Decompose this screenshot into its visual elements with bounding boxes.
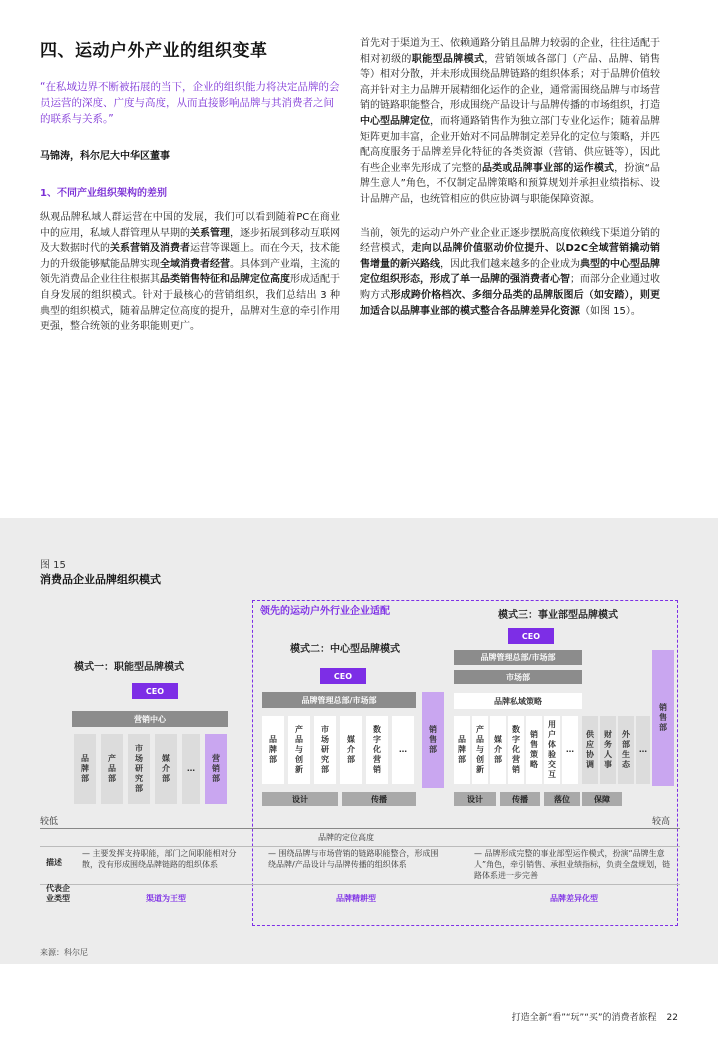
footer-text: 打造全新“看”“玩”“买”的消费者旅程 — [511, 1013, 657, 1023]
mode3-dept-brand: 品牌部 — [454, 716, 470, 784]
mode3-placement: 落位 — [544, 792, 580, 806]
mode2-dept-brand: 品牌部 — [262, 716, 284, 784]
axis-high-label: 较高 — [652, 817, 671, 827]
desc-row-heading: 描述 — [46, 858, 62, 867]
leading-region-label: 领先的运动户外行业企业适配 — [260, 606, 390, 617]
mode3-brand-hq: 品牌管理总部/市场部 — [454, 650, 582, 665]
type-mode2: 品牌精耕型 — [336, 894, 376, 903]
type-row-heading: 代表企业类型 — [46, 884, 70, 903]
mode2-dept-media: 媒介部 — [340, 716, 362, 784]
mode3-dept-digital: 数字化营销 — [508, 716, 524, 784]
mode2-dept-product: 产品与创新 — [288, 716, 310, 784]
desc-mode2: — 围绕品牌与市场营销的链路职能整合，形成围绕品牌/产品设计与品牌传播的组织体系 — [268, 849, 439, 869]
mode3-private-strategy: 品牌私域策略 — [454, 693, 582, 709]
row-divider-1 — [40, 846, 680, 847]
figure-number: 图 15 — [40, 560, 66, 571]
mode1-marketing-center: 营销中心 — [72, 711, 228, 727]
page-footer — [502, 1010, 678, 1023]
mode3-support: 保障 — [582, 792, 622, 806]
mode3-ceo: CEO — [508, 628, 554, 644]
axis-title: 品牌的定位高度 — [318, 833, 374, 842]
figure-source: 来源：科尔尼 — [40, 948, 88, 957]
axis-line — [40, 828, 680, 829]
row-divider-2 — [40, 884, 680, 885]
mode1-dept-brand: 品牌部 — [74, 734, 96, 804]
mode3-title: 模式三：事业部型品牌模式 — [498, 610, 618, 621]
mode3-dept-ux: 用户体验交互 — [544, 716, 560, 784]
mode2-communication: 传播 — [342, 792, 416, 806]
mode1-dept-media: 媒介部 — [155, 734, 177, 804]
mode2-brand-hq: 品牌管理总部/市场部 — [262, 692, 416, 708]
page-number: 22 — [666, 1013, 678, 1023]
quote-author: 马锦涛，科尔尼大中华区董事 — [40, 151, 170, 162]
figure-title: 消费品企业品牌组织模式 — [40, 573, 161, 586]
mode2-ceo: CEO — [320, 668, 366, 684]
mode2-dept-more: … — [392, 716, 414, 784]
left-column — [40, 36, 340, 335]
left-paragraph: 纵观品牌私域人群运营在中国的发展，我们可以看到随着PC在商业中的应用，私域人群管理从早期的关系管理，逐步拓展到移动互联网及大数据时代的关系营销及消费者运营等课题上。而在今天，技术能力的升级能够赋能品牌实现全域消费者经营。具体到产业端，主流的领先消费品企业往往根据其品类销售特征和品牌定位高度形成适配于自身发展的组织模式。针对于最核心的营销组织，我们总结出 3 种典型的组织模式，随着品牌定位高度的提升，品牌对生意的牵引作用更强，整合统领的业务职能则更广。 — [40, 212, 340, 333]
right-column — [360, 36, 660, 319]
mode3-dept-sales-strategy: 销售策略 — [526, 716, 542, 784]
mode3-dept-more2: … — [636, 716, 650, 784]
mode1-dept-marketing: 营销部 — [205, 734, 227, 804]
mode1-dept-research: 市场研究部 — [128, 734, 150, 804]
mode1-dept-product: 产品部 — [101, 734, 123, 804]
mode3-dept-media: 媒介部 — [490, 716, 506, 784]
mode2-dept-research: 市场研究部 — [314, 716, 336, 784]
mode3-sales: 销售部 — [652, 650, 674, 786]
mode3-dept-ecosystem: 外部生态 — [618, 716, 634, 784]
mode2-design: 设计 — [262, 792, 338, 806]
figure-15 — [0, 518, 718, 964]
mode1-ceo: CEO — [132, 683, 178, 699]
mode2-sales: 销售部 — [422, 692, 444, 788]
pull-quote: “在私域边界不断被拓展的当下，企业的组织能力将决定品牌的会员运营的深度、广度与高度，从而直接影响品牌与其消费者之间的联系与关系。” — [40, 81, 340, 125]
mode1-title: 模式一：职能型品牌模式 — [74, 662, 184, 673]
desc-mode1: — 主要发挥支持职能，部门之间职能相对分散，没有形成围绕品牌链路的组织体系 — [82, 849, 237, 869]
type-mode3: 品牌差异化型 — [550, 894, 598, 903]
mode3-design: 设计 — [454, 792, 496, 806]
right-paragraph-2: 当前，领先的运动户外产业企业正逐步摆脱高度依赖线下渠道分销的经营模式，走向以品牌价值驱动价位提升、以D2C全域营销撬动销售增量的新兴路线，因此我们越来越多的企业成为典型的中心型品牌定位组织形态，形成了单一品牌的强消费者心智；而部分企业通过收购方式形成跨价格档次、多细分品类的品牌版图后（如安踏），则更加适合以品牌事业部的模式整合各品牌差异化资源（如图 15）。 — [360, 227, 661, 317]
desc-mode3: — 品牌形成完整的事业部型运作模式，扮演“品牌生意人”角色，牵引销售、承担业绩指标，负责全盘规划，链路体系进一步完善 — [474, 849, 671, 880]
axis-low-label: 较低 — [40, 817, 59, 827]
right-paragraph-1: 首先对于渠道为王、依赖通路分销且品牌力较弱的企业，往往适配于相对初级的职能型品牌模式，营销领域各部门（产品、品牌、销售等）相对分散，并未形成围绕品牌链路的组织体系；对于品牌价值较高并针对主力品牌开展精细化运作的企业，通常需围绕品牌与市场营销的链路职能整合，形成围绕产品设计与品牌传播的市场组织，打造中心型品牌定位，而将通路销售作为独立部门专业化运作；随着品牌矩阵更加丰富，企业开始对不同品牌制定差异化的定位与策略，并匹配高度服务于品牌差异化特征的各类资源（营销、供应链等），因此有些企业率先形成了完整的品类或品牌事业部的运作模式，扮演“品牌生意人”角色，不仅制定品牌策略和预算规划并承担业绩指标、设计品牌产品，也统管相应的供应协调与职能保障资源。 — [360, 38, 661, 205]
section-title: 四、运动户外产业的组织变革 — [40, 41, 268, 61]
type-mode1: 渠道为王型 — [146, 894, 186, 903]
mode3-dept-supply: 供应协调 — [582, 716, 598, 784]
mode3-dept-more: … — [562, 716, 578, 784]
mode2-title: 模式二：中心型品牌模式 — [290, 644, 400, 655]
mode3-dept-product: 产品与创新 — [472, 716, 488, 784]
mode2-dept-digital: 数字化营销 — [366, 716, 388, 784]
mode3-dept-finance-hr: 财务人事 — [600, 716, 616, 784]
mode1-dept-more: … — [182, 734, 200, 804]
mode3-communication: 传播 — [500, 792, 540, 806]
mode3-market-dept: 市场部 — [454, 670, 582, 684]
subsection-heading: 1、不同产业组织架构的差别 — [40, 188, 167, 199]
